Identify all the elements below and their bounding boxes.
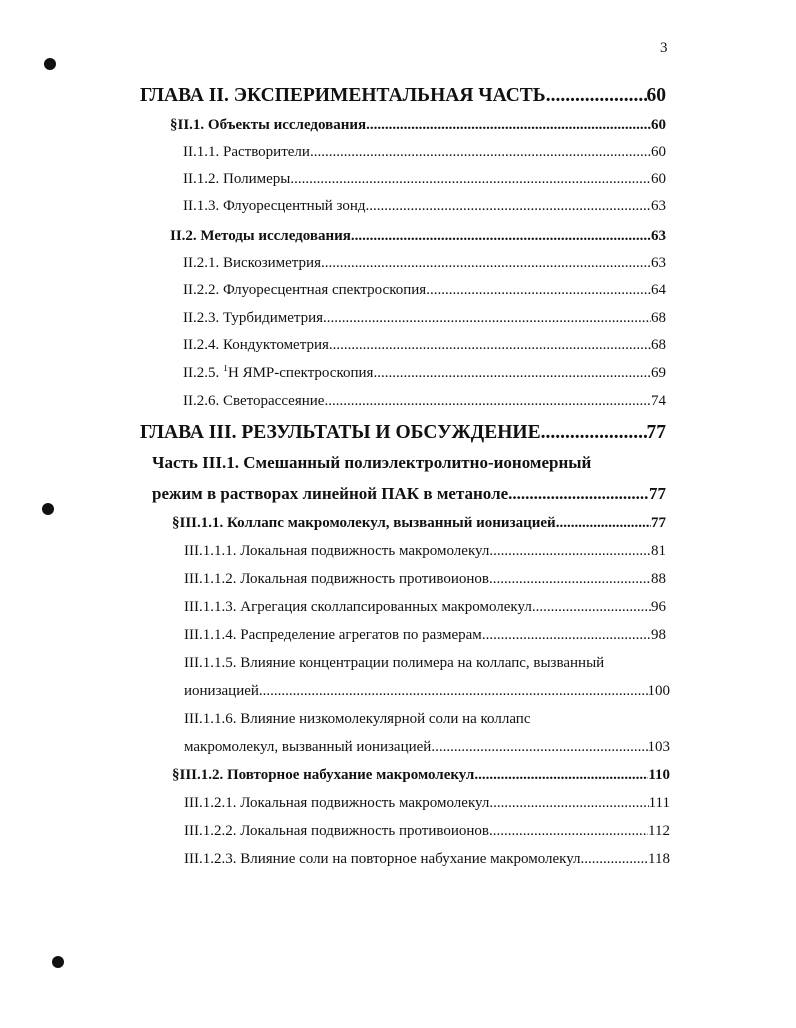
toc-entry-3-1-1-6[interactable]: макромолекул, вызванный ионизацией ..... 103 bbox=[184, 739, 670, 756]
toc-entry-3-1-1-6-line1[interactable]: III.1.1.6. Влияние низкомолекулярной соли на коллапс bbox=[184, 711, 531, 727]
binder-hole-mark bbox=[44, 58, 56, 70]
toc-entry-part-3-1-line1[interactable]: Часть III.1. Смешанный полиэлектролитно-иономерный bbox=[152, 453, 592, 472]
toc-entry-3-1-1-5[interactable]: ионизацией ..... 100 bbox=[184, 683, 670, 700]
toc-entry-3-1-1-2[interactable]: III.1.1.2. Локальная подвижность противоионов ..... 88 bbox=[184, 571, 666, 588]
toc-entry-3-1-1-4[interactable]: III.1.1.4. Распределение агрегатов по размерам ..... 98 bbox=[184, 627, 666, 644]
toc-entry-2-1-3[interactable]: II.1.3. Флуоресцентный зонд ..... 63 bbox=[183, 198, 666, 215]
toc-entry-3-1-1-1[interactable]: III.1.1.1. Локальная подвижность макромолекул ..... 81 bbox=[184, 543, 666, 560]
toc-entry-2-1-1[interactable]: II.1.1. Растворители ..... 60 bbox=[183, 144, 666, 161]
binder-hole-mark bbox=[52, 956, 64, 968]
toc-entry-3-1-2-1[interactable]: III.1.2.1. Локальная подвижность макромолекул ..... 111 bbox=[184, 795, 670, 812]
toc-entry-2-2-3[interactable]: II.2.3. Турбидиметрия ..... 68 bbox=[183, 310, 666, 327]
toc-entry-2-2-6[interactable]: II.2.6. Светорассеяние ..... 74 bbox=[183, 393, 666, 410]
toc-entry-2-2-4[interactable]: II.2.4. Кондуктометрия ..... 68 bbox=[183, 337, 666, 354]
page-number: 3 bbox=[660, 40, 668, 56]
toc-entry-2-2-2[interactable]: II.2.2. Флуоресцентная спектроскопия ..... 64 bbox=[183, 282, 666, 299]
toc-entry-chapter-3[interactable]: ГЛАВА III. РЕЗУЛЬТАТЫ И ОБСУЖДЕНИЕ ..... 77 bbox=[140, 422, 666, 444]
toc-entry-section-3-1-1[interactable]: §III.1.1. Коллапс макромолекул, вызванный ионизацией ..... 77 bbox=[172, 515, 666, 532]
toc-entry-2-2-5[interactable]: II.2.5. $^1$Н ЯМР-спектроскопия ..... 69 bbox=[183, 365, 666, 382]
toc-entry-3-1-1-5-line1[interactable]: III.1.1.5. Влияние концентрации полимера на коллапс, вызванный bbox=[184, 655, 605, 671]
toc-entry-3-1-1-3[interactable]: III.1.1.3. Агрегация сколлапсированных макромолекул ..... 96 bbox=[184, 599, 666, 616]
toc-entry-section-3-1-2[interactable]: §III.1.2. Повторное набухание макромолекул ..... 110 bbox=[172, 767, 670, 784]
toc-entry-3-1-2-2[interactable]: III.1.2.2. Локальная подвижность противоионов ..... 112 bbox=[184, 823, 670, 840]
toc-entry-section-2-2[interactable]: II.2. Методы исследования ..... 63 bbox=[170, 228, 666, 245]
toc-entry-part-3-1[interactable]: режим в растворах линейной ПАК в метаноле ..... 77 bbox=[152, 484, 666, 504]
toc-entry-chapter-2[interactable]: ГЛАВА II. ЭКСПЕРИМЕНТАЛЬНАЯ ЧАСТЬ ..... 60 bbox=[140, 85, 666, 107]
toc-entry-2-1-2[interactable]: II.1.2. Полимеры ..... 60 bbox=[183, 171, 666, 188]
toc-entry-section-2-1[interactable]: §II.1. Объекты исследования ..... 60 bbox=[170, 117, 666, 134]
toc-entry-3-1-2-3[interactable]: III.1.2.3. Влияние соли на повторное набухание макромолекул ..... 118 bbox=[184, 851, 670, 868]
binder-hole-mark bbox=[42, 503, 54, 515]
toc-entry-2-2-1[interactable]: II.2.1. Вискозиметрия ..... 63 bbox=[183, 255, 666, 272]
